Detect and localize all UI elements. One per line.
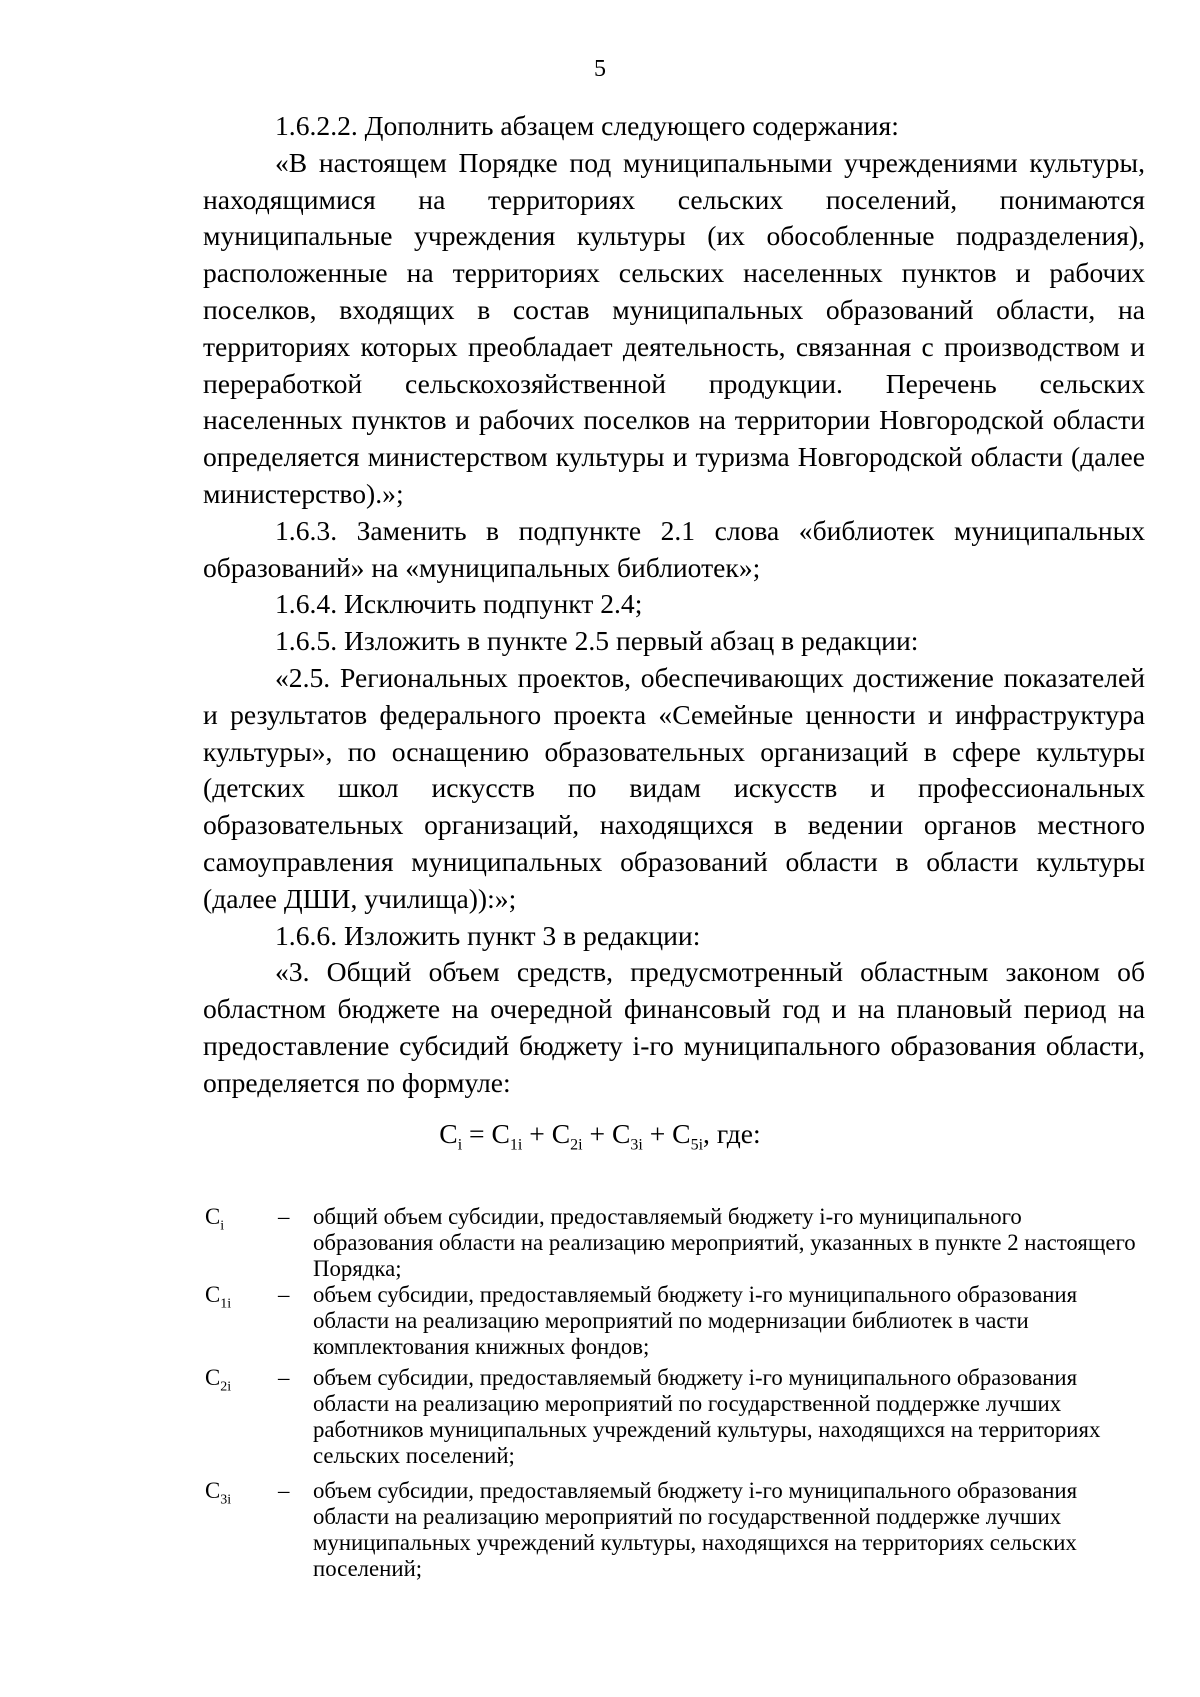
definition-item <box>205 1204 1145 1282</box>
definitions-list <box>205 1204 1145 1582</box>
definition-text: объем субсидии, предоставляемый бюджету i-го муниципального образования области на реализацию мероприятий по государственной поддержке лучших работников муниципальных учреждений культуры, находящихся на территориях сельских поселений; <box>313 1365 1101 1468</box>
definition-text: объем субсидии, предоставляемый бюджету i-го муниципального образования области на реализацию мероприятий по модернизации библиотек в части комплектования книжных фондов; <box>313 1282 1078 1359</box>
paragraph: 1.6.5. Изложить в пункте 2.5 первый абзац в редакции: <box>275 625 919 657</box>
paragraph: «3. Общий объем средств, предусмотренный областным законом об областном бюджете на очередной финансовый год и на плановый период на предоставление субсидий бюджету i-го муниципального образования области, определяется по формуле: <box>203 956 1145 1098</box>
formula: $C_i = C_{1i} + C_{2i} + C_{3i} + C_{5i}$, где: <box>439 1118 761 1154</box>
definition-item <box>205 1478 1145 1582</box>
definition-symbol: $C_{2i}$ <box>205 1365 232 1395</box>
paragraph: «2.5. Региональных проектов, обеспечивающих достижение показателей и результатов федерального проекта «Семейные ценности и инфраструктура культуры», по оснащению образовательных организаций в сфере культуры (детских школ искусств по видам искусств и профессиональных образовательных организаций, находящихся в ведении органов местного самоуправления муниципальных образований области в области культуры (далее ДШИ, училища)):»; <box>203 661 1145 914</box>
paragraph: 1.6.4. Исключить подпункт 2.4; <box>275 588 643 620</box>
definition-item <box>205 1282 1145 1365</box>
paragraph: 1.6.2.2. Дополнить абзацем следующего содержания: <box>275 110 899 141</box>
definition-symbol: $C_{3i}$ <box>205 1478 232 1508</box>
definition-text: объем субсидии, предоставляемый бюджету i-го муниципального образования области на реализацию мероприятий по государственной поддержке лучших муниципальных учреждений культуры, находящихся на территориях сельских поселений; <box>313 1478 1078 1581</box>
definition-dash: – <box>278 1282 290 1307</box>
page-number: 5 <box>594 56 606 82</box>
definition-dash: – <box>278 1204 290 1229</box>
definition-item <box>205 1365 1145 1478</box>
definition-dash: – <box>278 1478 290 1503</box>
paragraph: 1.6.3. Заменить в подпункте 2.1 слова «библиотек муниципальных образований» на «муниципальных библиотек»; <box>203 514 1145 583</box>
definition-symbol: $C_i$ <box>205 1204 225 1234</box>
paragraph: 1.6.6. Изложить пункт 3 в редакции: <box>275 919 701 951</box>
definition-symbol: $C_{1i}$ <box>205 1282 232 1312</box>
paragraph: «В настоящем Порядке под муниципальными учреждениями культуры, находящимися на территориях сельских поселений, понимаются муниципальные учреждения культуры (их обособленные подразделения), расположенные на территориях сельских населенных пунктов и рабочих поселков, входящих в состав муниципальных образований области, на территориях которых преобладает деятельность, связанная с производством и переработкой сельскохозяйственной продукции. Перечень сельских населенных пунктов и рабочих поселков на территории Новгородской области определяется министерством культуры и туризма Новгородской области (далее министерство).»; <box>203 146 1145 509</box>
definition-dash: – <box>278 1365 290 1390</box>
definition-text: общий объем субсидии, предоставляемый бюджету i-го муниципального образования области на реализацию мероприятий, указанных в пункте 2 настоящего Порядка; <box>313 1204 1136 1281</box>
document-body <box>203 108 1145 1102</box>
